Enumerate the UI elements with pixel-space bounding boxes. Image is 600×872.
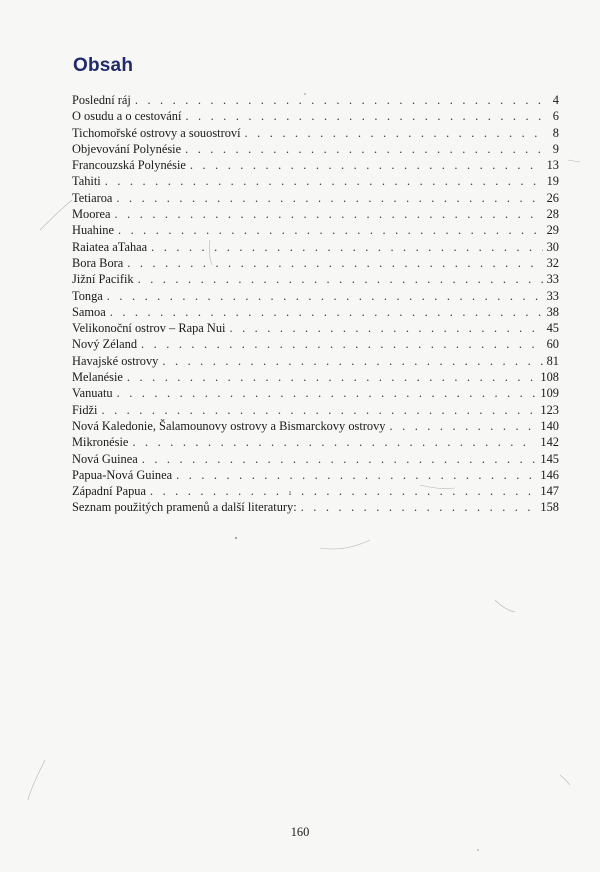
toc-entry-page: 108 xyxy=(540,370,559,385)
toc-dot-leader xyxy=(105,173,543,189)
toc-entry-title: Velikonoční ostrov – Rapa Nui xyxy=(72,321,226,336)
toc-dot-leader xyxy=(138,271,543,287)
scan-scratch xyxy=(40,200,72,230)
toc-dot-leader xyxy=(135,92,547,108)
toc-entry-title: Nový Zéland xyxy=(72,337,138,352)
toc-entry-page: 38 xyxy=(546,304,559,319)
toc-entry-page: 60 xyxy=(546,337,559,352)
toc-entry-title: Nová Guinea xyxy=(72,451,138,466)
toc-entry-page: 33 xyxy=(546,272,559,287)
toc-dot-leader xyxy=(176,467,536,483)
toc-entry-page: 8 xyxy=(552,125,559,140)
toc-entry-title: Jižní Pacifik xyxy=(72,272,134,287)
toc-entry-title: Seznam použitých pramenů a další literatury: xyxy=(72,500,297,515)
toc-dot-leader xyxy=(107,288,543,304)
toc-entry-page: 30 xyxy=(546,239,559,254)
toc-entry xyxy=(72,402,559,418)
toc-entry-title: Huahine xyxy=(72,223,114,238)
toc-dot-leader xyxy=(127,369,536,385)
toc-entry-title: Havajské ostrovy xyxy=(72,353,159,368)
toc-entry xyxy=(72,288,559,304)
toc-entry xyxy=(72,157,559,173)
toc-dot-leader xyxy=(115,206,543,222)
toc-entry-title: Nová Kaledonie, Šalamounovy ostrovy a Bismarckovy ostrovy xyxy=(72,418,386,433)
toc-entry-page: 29 xyxy=(546,223,559,238)
scan-dust xyxy=(477,849,478,850)
toc-entry xyxy=(72,353,559,369)
toc-entry-page: 13 xyxy=(546,158,559,173)
toc-dot-leader xyxy=(132,434,536,450)
toc-entry-title: Tichomořské ostrovy a souostroví xyxy=(72,125,241,140)
toc-entry-page: 6 xyxy=(552,109,559,124)
table-of-contents xyxy=(72,92,559,516)
toc-entry-page: 158 xyxy=(540,500,559,515)
toc-entry xyxy=(72,418,559,434)
toc-entry xyxy=(72,467,559,483)
toc-entry xyxy=(72,141,559,157)
toc-entry-title: O osudu a o cestování xyxy=(72,109,182,124)
toc-entry xyxy=(72,125,559,141)
toc-entry-page: 26 xyxy=(546,190,559,205)
toc-entry-title: Papua-Nová Guinea xyxy=(72,467,173,482)
toc-entry xyxy=(72,385,559,401)
toc-entry xyxy=(72,336,559,352)
toc-entry xyxy=(72,206,559,222)
toc-entry-title: Samoa xyxy=(72,304,106,319)
toc-entry xyxy=(72,434,559,450)
scan-scratch xyxy=(28,760,45,800)
toc-entry xyxy=(72,304,559,320)
toc-dot-leader xyxy=(141,336,543,352)
toc-entry xyxy=(72,499,559,515)
toc-entry-page: 4 xyxy=(552,93,559,107)
toc-entry-title: Fidži xyxy=(72,402,98,417)
toc-entry-page: 147 xyxy=(540,484,559,499)
toc-entry-page: 9 xyxy=(552,141,559,156)
toc-entry xyxy=(72,173,559,189)
toc-entry-page: 32 xyxy=(546,255,559,270)
toc-entry-title: Objevování Polynésie xyxy=(72,141,182,156)
toc-entry xyxy=(72,271,559,287)
toc-entry xyxy=(72,222,559,238)
toc-dot-leader xyxy=(117,385,537,401)
toc-dot-leader xyxy=(116,190,542,206)
toc-entry xyxy=(72,255,559,271)
toc-entry-title: Moorea xyxy=(72,207,111,222)
toc-dot-leader xyxy=(390,418,537,434)
toc-dot-leader xyxy=(118,222,543,238)
toc-entry xyxy=(72,108,559,124)
toc-dot-leader xyxy=(185,108,547,124)
scan-scratch xyxy=(560,775,570,785)
toc-entry-title: Poslední ráj xyxy=(72,93,131,107)
toc-dot-leader xyxy=(151,239,542,255)
scan-scratch xyxy=(495,600,515,612)
toc-entry-title: Raiatea aTahaa xyxy=(72,239,148,254)
toc-entry xyxy=(72,369,559,385)
toc-dot-leader xyxy=(301,499,537,515)
toc-entry xyxy=(72,92,559,108)
scan-scratch xyxy=(320,540,370,549)
toc-entry-title: Tetiaroa xyxy=(72,190,113,205)
toc-entry-title: Francouzská Polynésie xyxy=(72,158,186,173)
toc-entry-page: 28 xyxy=(546,207,559,222)
toc-entry xyxy=(72,451,559,467)
toc-dot-leader xyxy=(162,353,542,369)
toc-entry-page: 33 xyxy=(546,288,559,303)
toc-entry-title: Vanuatu xyxy=(72,386,113,401)
toc-entry-page: 123 xyxy=(540,402,559,417)
toc-entry xyxy=(72,320,559,336)
toc-entry-page: 19 xyxy=(546,174,559,189)
toc-entry-page: 140 xyxy=(540,418,559,433)
toc-entry-page: 109 xyxy=(540,386,559,401)
toc-entry-page: 142 xyxy=(540,435,559,450)
toc-dot-leader xyxy=(150,483,536,499)
toc-dot-leader xyxy=(110,304,543,320)
toc-dot-leader xyxy=(101,402,536,418)
scan-scratch xyxy=(568,160,580,162)
toc-entry-title: Západní Papua xyxy=(72,484,146,499)
toc-dot-leader xyxy=(190,157,543,173)
toc-entry-page: 145 xyxy=(540,451,559,466)
toc-dot-leader xyxy=(245,125,547,141)
page-title: Obsah xyxy=(73,55,134,76)
toc-dot-leader xyxy=(229,320,542,336)
toc-entry-title: Tahiti xyxy=(72,174,101,189)
toc-entry-title: Tonga xyxy=(72,288,103,303)
toc-entry-page: 146 xyxy=(540,467,559,482)
toc-entry-page: 81 xyxy=(546,353,559,368)
page-number: 160 xyxy=(290,825,310,839)
toc-dot-leader xyxy=(142,451,537,467)
toc-entry xyxy=(72,483,559,499)
toc-entry xyxy=(72,239,559,255)
toc-entry xyxy=(72,190,559,206)
toc-dot-leader xyxy=(127,255,542,271)
toc-entry-title: Bora Bora xyxy=(72,255,124,270)
toc-entry-title: Mikronésie xyxy=(72,435,129,450)
toc-dot-leader xyxy=(185,141,547,157)
toc-entry-title: Melanésie xyxy=(72,370,123,385)
toc-entry-page: 45 xyxy=(546,321,559,336)
scan-dust xyxy=(235,537,237,539)
